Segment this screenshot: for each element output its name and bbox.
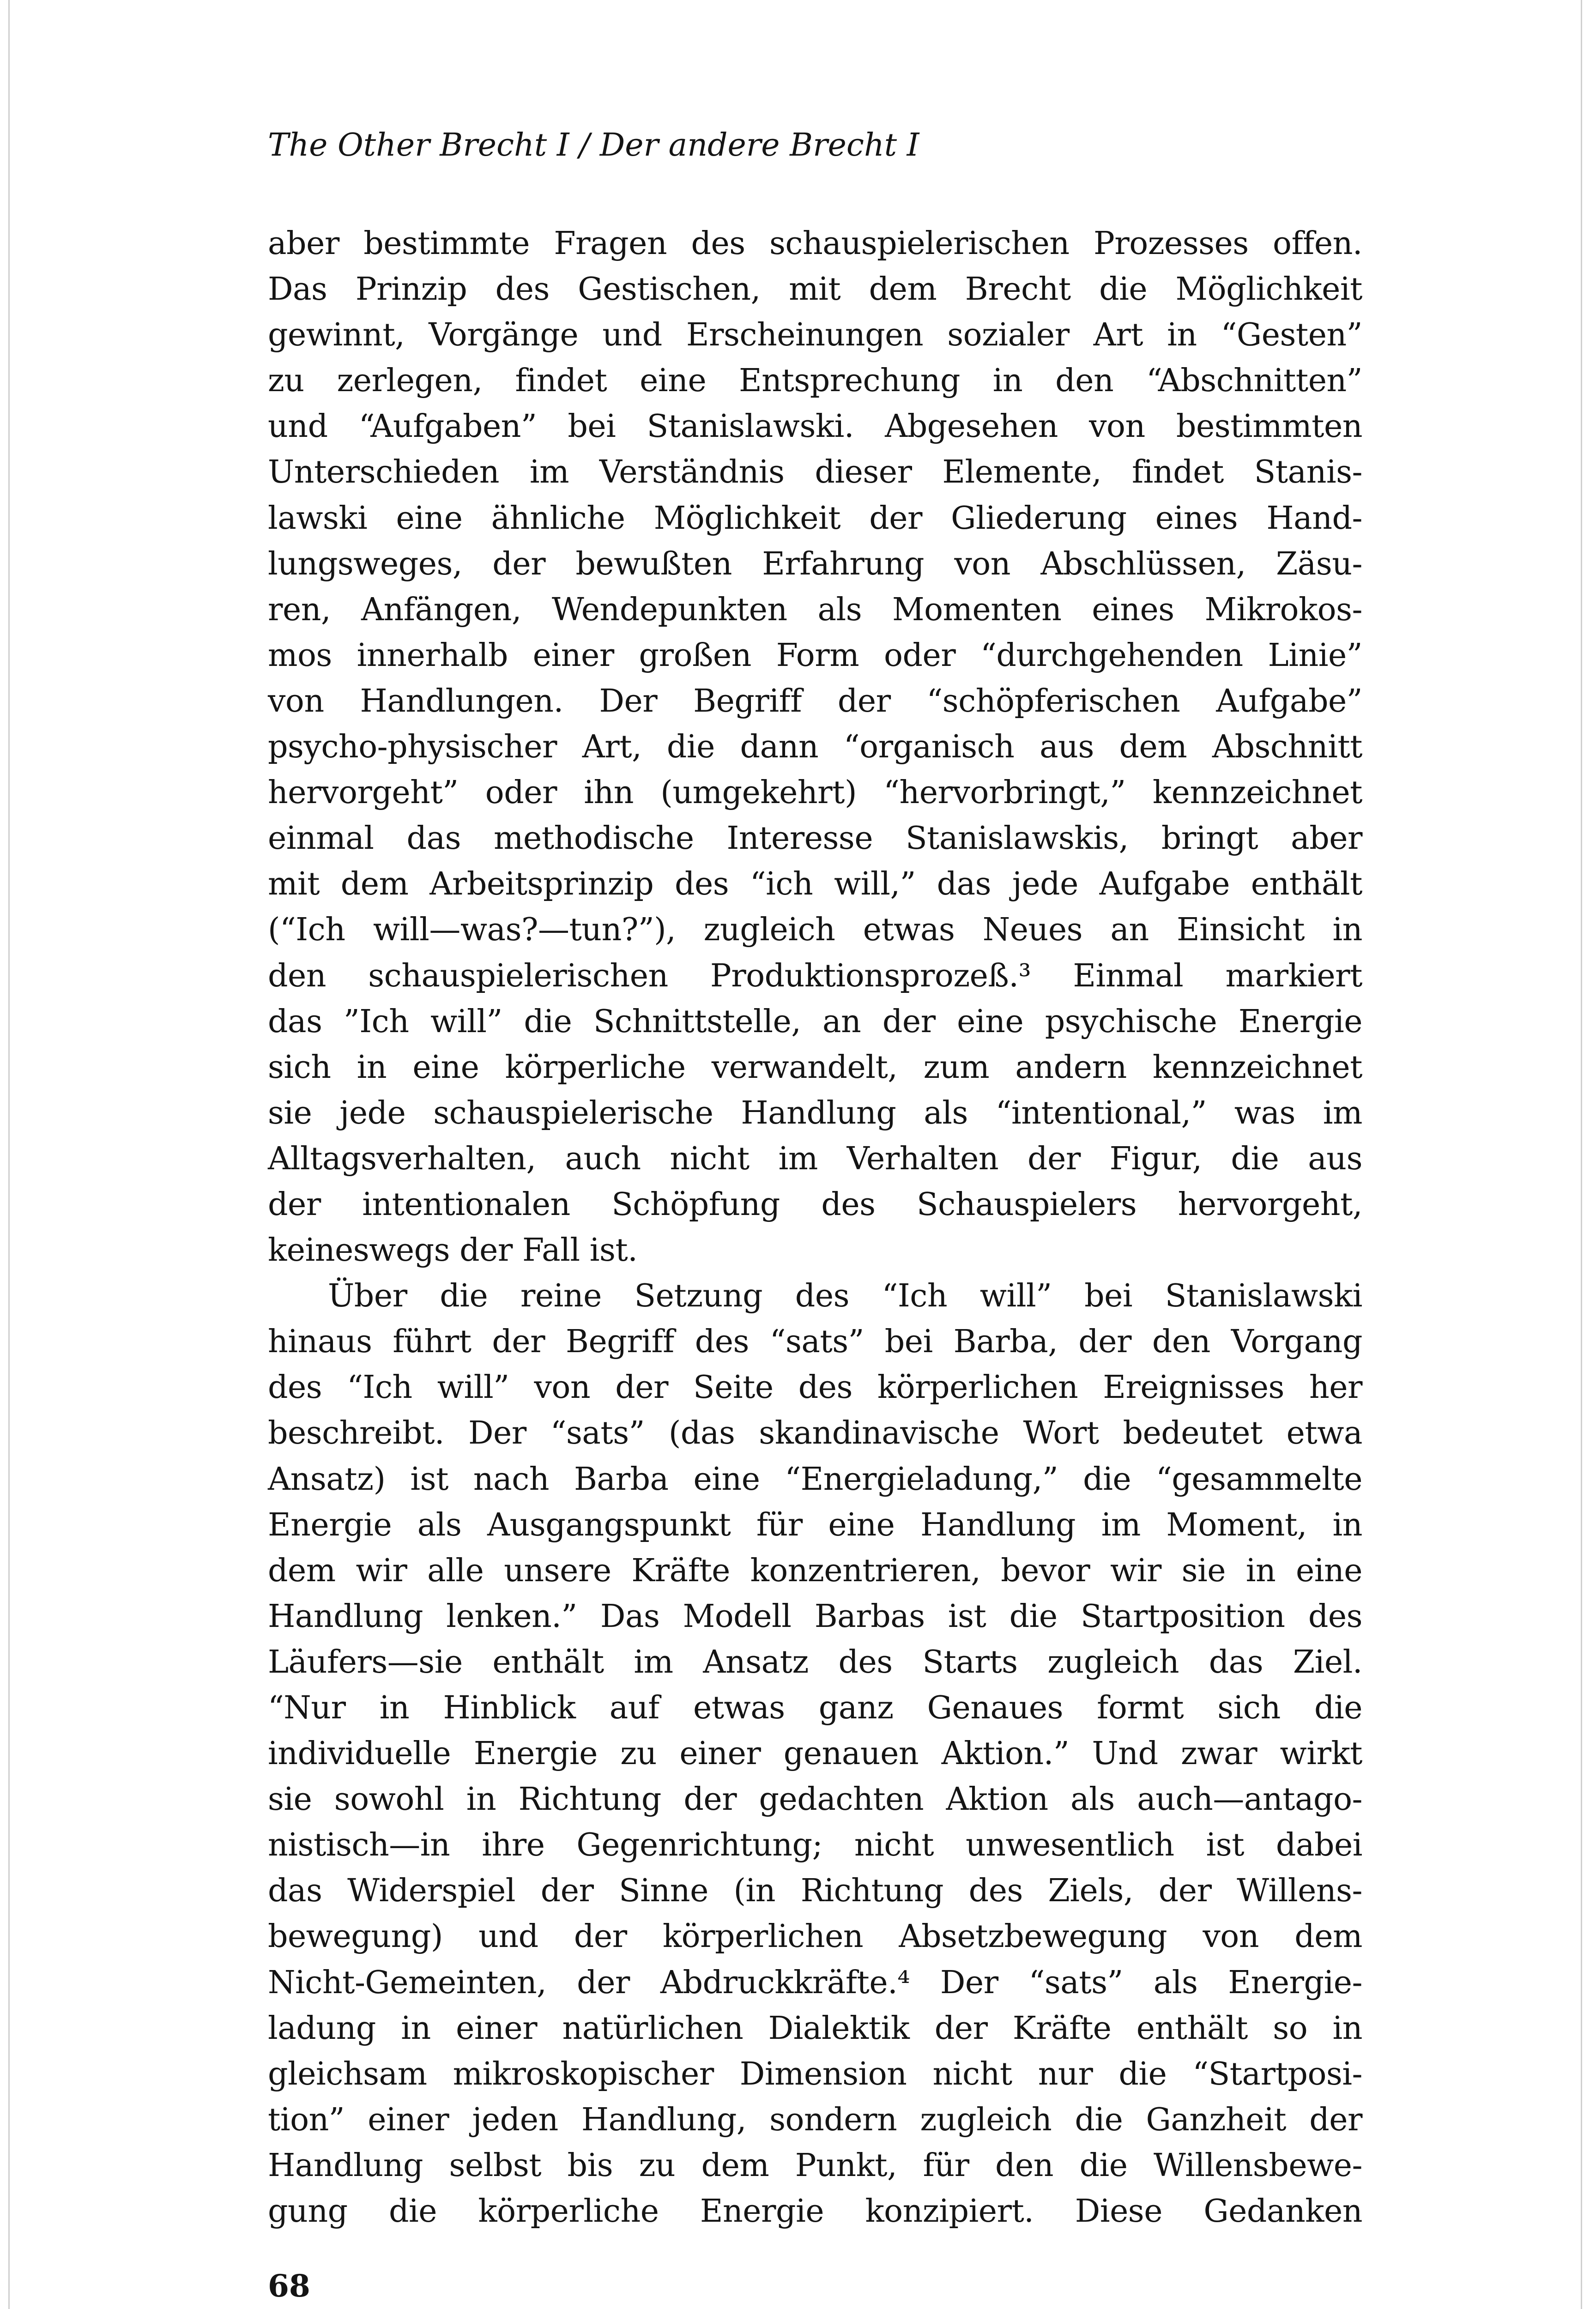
text-line: Energie als Ausgangspunkt für eine Handlung im Moment, in [268,1506,1362,1543]
text-line: sie jede schauspielerische Handlung als “intentional,” was im [268,1094,1362,1131]
text-line: tion” einer jeden Handlung, sondern zugleich die Ganzheit der [268,2101,1362,2138]
text-line: beschreibt. Der “sats” (das skandinavische Wort bedeutet etwa [268,1415,1362,1452]
text-line: das ”Ich will” die Schnittstelle, an der eine psychische Energie [268,1003,1362,1040]
text-line: Das Prinzip des Gestischen, mit dem Brecht die Möglichkeit [268,271,1362,308]
text-line: nistisch—in ihre Gegenrichtung; nicht unwesentlich ist dabei [268,1827,1362,1864]
text-line: sie sowohl in Richtung der gedachten Aktion als auch—antago- [268,1781,1362,1818]
text-line: aber bestimmte Fragen des schauspielerischen Prozesses offen. [268,225,1362,262]
text-line: ladung in einer natürlichen Dialektik der Kräfte enthält so in [268,2010,1362,2047]
text-line: hinaus führt der Begriff des “sats” bei Barba, der den Vorgang [268,1324,1362,1360]
text-line: individuelle Energie zu einer genauen Aktion.” Und zwar wirkt [268,1735,1362,1772]
running-head: The Other Brecht I / Der andere Brecht I [268,127,919,163]
text-line: lungsweges, der bewußten Erfahrung von Abschlüssen, Zäsu- [268,545,1362,582]
book-page [268,125,1362,2234]
text-line: gleichsam mikroskopischer Dimension nicht nur die “Startposi- [268,2055,1362,2092]
text-line: Läufers—sie enthält im Ansatz des Starts zugleich das Ziel. [268,1644,1362,1680]
text-line: Nicht-Gemeinten, der Abdruckkräfte.⁴ Der “sats” als Energie- [268,1964,1362,2001]
text-line: der intentionalen Schöpfung des Schauspielers hervorgeht, [268,1186,1362,1223]
text-line: psycho-physischer Art, die dann “organisch aus dem Abschnitt [268,729,1362,766]
text-line: ren, Anfängen, Wendepunkten als Momenten eines Mikrokos- [268,591,1362,628]
text-line: “Nur in Hinblick auf etwas ganz Genaues formt sich die [268,1690,1362,1726]
text-line: sich in eine körperliche verwandelt, zum andern kennzeichnet [268,1049,1362,1086]
text-line: Ansatz) ist nach Barba eine “Energieladung,” die “gesammelte [268,1461,1362,1498]
text-line: lawski eine ähnliche Möglichkeit der Gliederung eines Hand- [268,500,1362,537]
text-line: Handlung lenken.” Das Modell Barbas ist die Startposition des [268,1598,1362,1635]
text-line: (“Ich will—was?—tun?”), zugleich etwas Neues an Einsicht in [268,912,1362,949]
text-line: von Handlungen. Der Begriff der “schöpferischen Aufgabe” [268,683,1362,719]
text-line: dem wir alle unsere Kräfte konzentrieren, bevor wir sie in eine [268,1552,1362,1589]
text-line: und “Aufgaben” bei Stanislawski. Abgesehen von bestimmten [268,408,1362,445]
text-line: Alltagsverhalten, auch nicht im Verhalten der Figur, die aus [268,1140,1362,1177]
page-number: 68 [268,2268,310,2304]
text-line: des “Ich will” von der Seite des körperlichen Ereignisses her [268,1369,1362,1406]
text-line: das Widerspiel der Sinne (in Richtung des Ziels, der Willens- [268,1873,1362,1910]
text-line: gung die körperliche Energie konzipiert. Diese Gedanken [268,2193,1362,2230]
text-line: Unterschieden im Verständnis dieser Elemente, findet Stanis- [268,454,1362,491]
text-line: mit dem Arbeitsprinzip des “ich will,” das jede Aufgabe enthält [268,866,1362,903]
text-line: mos innerhalb einer großen Form oder “durchgehenden Linie” [268,637,1362,674]
paragraph-last-line: keineswegs der Fall ist. [268,1232,638,1269]
text-line: zu zerlegen, findet eine Entsprechung in den “Abschnitten” [268,363,1362,399]
text-line: Handlung selbst bis zu dem Punkt, für den die Willensbewe- [268,2147,1362,2184]
text-line: gewinnt, Vorgänge und Erscheinungen sozialer Art in “Gesten” [268,317,1362,354]
text-line: einmal das methodische Interesse Stanislawskis, bringt aber [268,820,1362,857]
text-line: den schauspielerischen Produktionsprozeß.³ Einmal markiert [268,957,1362,994]
paragraph-first-line: Über die reine Setzung des “Ich will” bei Stanislawski [328,1278,1362,1315]
body-text [268,221,1362,2234]
scan-edge-right [1581,0,1582,2309]
text-line: bewegung) und der körperlichen Absetzbewegung von dem [268,1918,1362,1955]
scan-edge-left [8,0,10,2309]
text-line: hervorgeht” oder ihn (umgekehrt) “hervorbringt,” kennzeichnet [268,774,1362,811]
